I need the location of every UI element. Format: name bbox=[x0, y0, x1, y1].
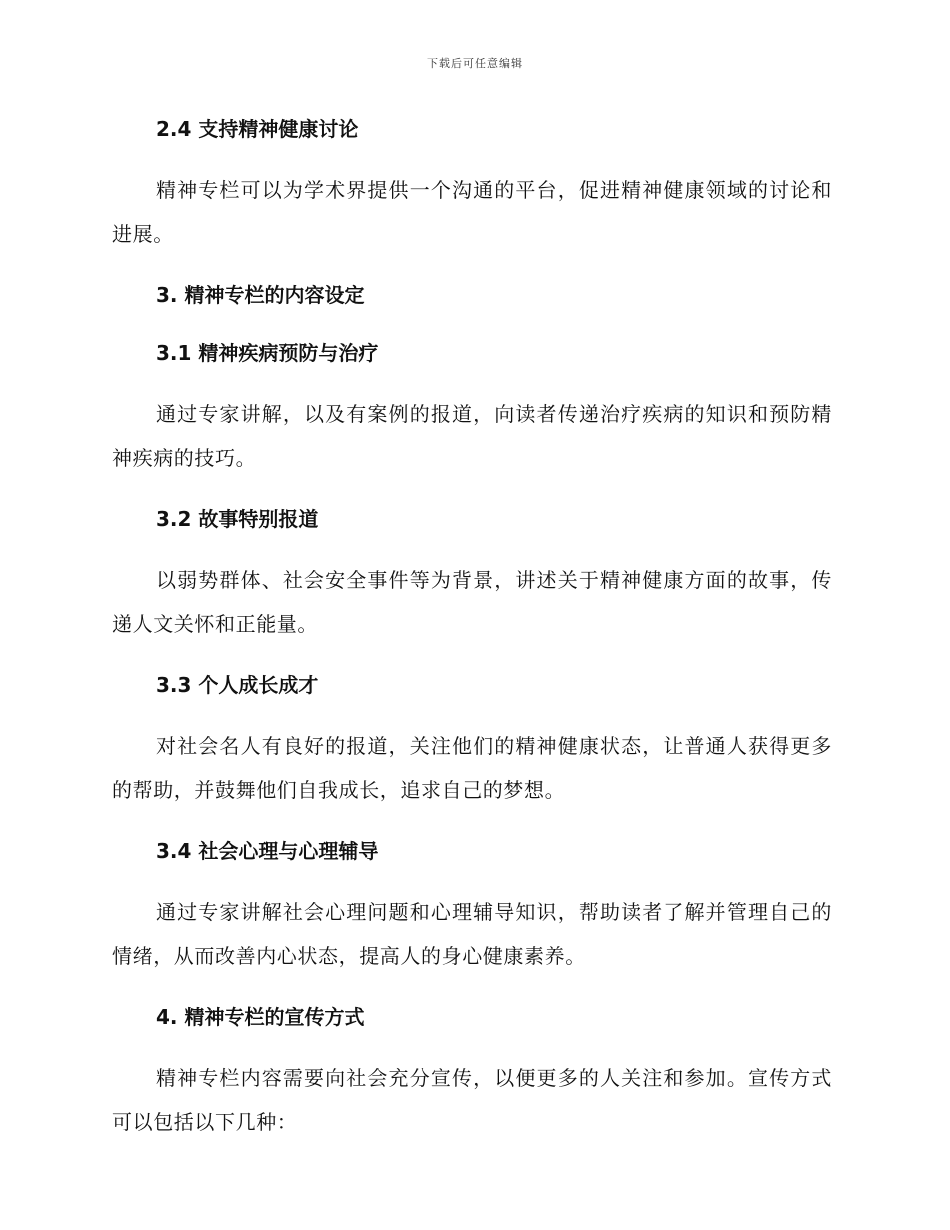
paragraph-3-2: 以弱势群体、社会安全事件等为背景，讲述关于精神健康方面的故事，传递人文关怀和正能量。 bbox=[112, 568, 832, 636]
paragraph-4: 精神专栏内容需要向社会充分宣传，以便更多的人关注和参加。宣传方式可以包括以下几种： bbox=[112, 1066, 832, 1134]
section-heading-3-1: 3.1 精神疾病预防与治疗 bbox=[156, 341, 379, 365]
paragraph-2-4: 精神专栏可以为学术界提供一个沟通的平台，促进精神健康领域的讨论和进展。 bbox=[112, 178, 832, 246]
section-heading-3: 3. 精神专栏的内容设定 bbox=[156, 283, 365, 307]
paragraph-3-1: 通过专家讲解，以及有案例的报道，向读者传递治疗疾病的知识和预防精神疾病的技巧。 bbox=[112, 402, 832, 470]
section-heading-3-3: 3.3 个人成长成才 bbox=[156, 673, 319, 697]
section-heading-3-4: 3.4 社会心理与心理辅导 bbox=[156, 839, 379, 863]
section-heading-2-4: 2.4 支持精神健康讨论 bbox=[156, 117, 359, 141]
paragraph-3-3: 对社会名人有良好的报道，关注他们的精神健康状态，让普通人获得更多的帮助，并鼓舞他们自我成长，追求自己的梦想。 bbox=[112, 734, 832, 802]
page-header-note: 下载后可任意编辑 bbox=[427, 57, 523, 70]
section-heading-4: 4. 精神专栏的宣传方式 bbox=[156, 1005, 365, 1029]
document-body bbox=[112, 110, 832, 1164]
paragraph-3-4: 通过专家讲解社会心理问题和心理辅导知识，帮助读者了解并管理自己的情绪，从而改善内心状态，提高人的身心健康素养。 bbox=[112, 900, 832, 968]
section-heading-3-2: 3.2 故事特别报道 bbox=[156, 507, 319, 531]
